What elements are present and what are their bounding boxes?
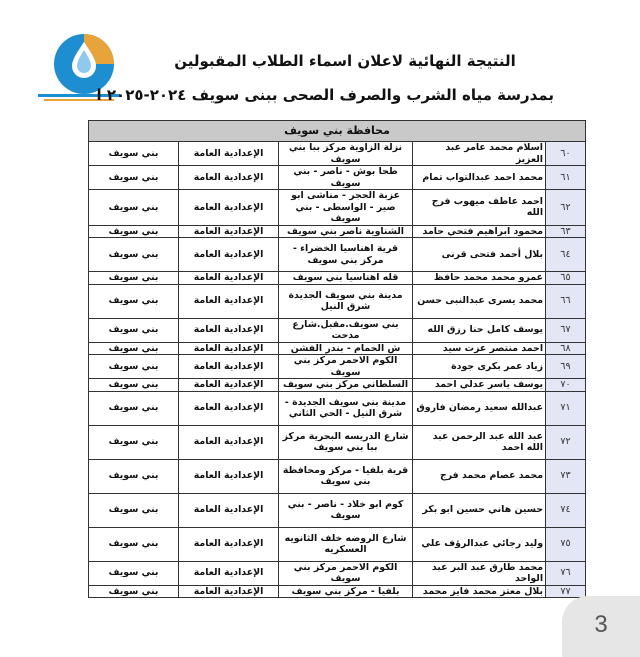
governorate: بني سويف [89,425,179,459]
student-name: احمد عاطف ميهوب فرج الله [413,190,546,226]
table-row [89,585,586,598]
results-table [88,120,586,598]
previous-school: الإعدادية العامة [179,142,279,166]
student-address: السلطاني مركز بني سويف [279,379,413,392]
student-name: عبدالله سعيد رمضان فاروق [413,391,546,425]
previous-school: الإعدادية العامة [179,342,279,355]
governorate: بني سويف [89,284,179,318]
student-address: نزلة الزاوية مركز ببا بني سويف [279,142,413,166]
governorate: بني سويف [89,318,179,342]
student-address: قرية اهناسيا الخضراء - مركز بني سويف [279,238,413,272]
row-number: ٦٨ [546,342,586,355]
row-number: ٧٢ [546,425,586,459]
student-name: حسين هاني حسين ابو بكر [413,493,546,527]
page-number-badge [562,596,640,657]
table-row [89,225,586,238]
table-row [89,527,586,561]
table-row [89,190,586,226]
row-number: ٧٥ [546,527,586,561]
student-address: ش الحمام - بندر الفشن [279,342,413,355]
governorate: بني سويف [89,225,179,238]
row-number: ٦٧ [546,318,586,342]
table-header-row [89,121,586,142]
previous-school: الإعدادية العامة [179,493,279,527]
row-number: ٦١ [546,166,586,190]
row-number: ٦٠ [546,142,586,166]
row-number: ٧٧ [546,585,586,598]
table-row [89,493,586,527]
document-title: النتيجة النهائية لاعلان اسماء الطلاب المقبولين [174,52,516,70]
page-number: 3 [594,611,608,638]
governorate: بني سويف [89,166,179,190]
student-name: محمد احمد عبدالتواب تمام [413,166,546,190]
student-name: محمود ابراهيم فتحي حامد [413,225,546,238]
student-address: شارع الدريسه البحرية مركز ببا بني سويف [279,425,413,459]
row-number: ٧١ [546,391,586,425]
table-row [89,355,586,379]
previous-school: الإعدادية العامة [179,166,279,190]
table-row [89,238,586,272]
previous-school: الإعدادية العامة [179,355,279,379]
row-number: ٧٠ [546,379,586,392]
student-address: الكوم الاحمر مركز بني سويف [279,355,413,379]
previous-school: الإعدادية العامة [179,527,279,561]
previous-school: الإعدادية العامة [179,238,279,272]
governorate: بني سويف [89,379,179,392]
row-number: ٦٩ [546,355,586,379]
row-number: ٦٦ [546,284,586,318]
student-address: بلفيا - مركز بني سويف [279,585,413,598]
student-name: محمد يسرى عبدالنبى حسن [413,284,546,318]
table-row [89,459,586,493]
table-row [89,318,586,342]
table-row [89,284,586,318]
student-address: الكوم الاحمر مركز بني سويف [279,561,413,585]
table-row [89,272,586,285]
student-address: شارع الروضه خلف الثانويه العسكريه [279,527,413,561]
row-number: ٦٥ [546,272,586,285]
governorate: بني سويف [89,142,179,166]
row-number: ٦٤ [546,238,586,272]
student-address: بني سويف.مقبل.شارع مدحت [279,318,413,342]
previous-school: الإعدادية العامة [179,561,279,585]
student-name: بلال أحمد فتحى قرنى [413,238,546,272]
governorate: بني سويف [89,391,179,425]
previous-school: الإعدادية العامة [179,379,279,392]
student-address: قرية بلفيا - مركز ومحافظة بني سويف [279,459,413,493]
table-row [89,166,586,190]
row-number: ٦٣ [546,225,586,238]
student-name: احمد منتصر عزت سيد [413,342,546,355]
governorate: بني سويف [89,355,179,379]
student-address: الشناوية ناصر بني سويف [279,225,413,238]
student-name: عمرو محمد محمد حافظ [413,272,546,285]
student-name: يوسف ياسر عدلي احمد [413,379,546,392]
student-address: قله اهناسيا بني سويف [279,272,413,285]
student-name: بلال معتز محمد فايز محمد [413,585,546,598]
document-subtitle: بمدرسة مياه الشرب والصرف الصحى ببنى سويف ٢٠٢٤-٢٠٢٥ ا [96,86,554,104]
student-name: محمد عصام محمد فرج [413,459,546,493]
previous-school: الإعدادية العامة [179,225,279,238]
table-row [89,142,586,166]
student-address: مدينة بني سويف الجديدة شرق النيل [279,284,413,318]
governorate: بني سويف [89,342,179,355]
previous-school: الإعدادية العامة [179,391,279,425]
previous-school: الإعدادية العامة [179,318,279,342]
student-name: يوسف كامل حنا رزق الله [413,318,546,342]
row-number: ٧٤ [546,493,586,527]
student-name: محمد طارق عبد البر عبد الواحد [413,561,546,585]
student-name: اسلام محمد عامر عبد العزيز [413,142,546,166]
governorate: بني سويف [89,272,179,285]
student-name: زياد عمر بكرى جودة [413,355,546,379]
row-number: ٦٢ [546,190,586,226]
student-address: طحا بوش - ناصر - بني سويف [279,166,413,190]
previous-school: الإعدادية العامة [179,425,279,459]
table-row [89,425,586,459]
table-row [89,379,586,392]
governorate: بني سويف [89,585,179,598]
governorate: بني سويف [89,238,179,272]
student-name: وليد رجائي عبدالرؤف علي [413,527,546,561]
previous-school: الإعدادية العامة [179,190,279,226]
row-number: ٧٦ [546,561,586,585]
student-address: عزبة الحجر - مناشى ابو صير - الواسطى - بني سويف [279,190,413,226]
governorate: بني سويف [89,459,179,493]
governorate: بني سويف [89,493,179,527]
student-name: عبد الله عبد الرحمن عبد الله احمد [413,425,546,459]
governorate: بني سويف [89,561,179,585]
previous-school: الإعدادية العامة [179,585,279,598]
section-title: محافظة بني سويف [89,121,586,142]
previous-school: الإعدادية العامة [179,272,279,285]
table-row [89,391,586,425]
table-row [89,561,586,585]
student-address: مدينة بني سويف الجديدة - شرق النيل - الحي الثاني [279,391,413,425]
previous-school: الإعدادية العامة [179,459,279,493]
student-address: كوم ابو خلاد - ناصر - بني سويف [279,493,413,527]
previous-school: الإعدادية العامة [179,284,279,318]
table-row [89,342,586,355]
governorate: بني سويف [89,190,179,226]
row-number: ٧٣ [546,459,586,493]
governorate: بني سويف [89,527,179,561]
